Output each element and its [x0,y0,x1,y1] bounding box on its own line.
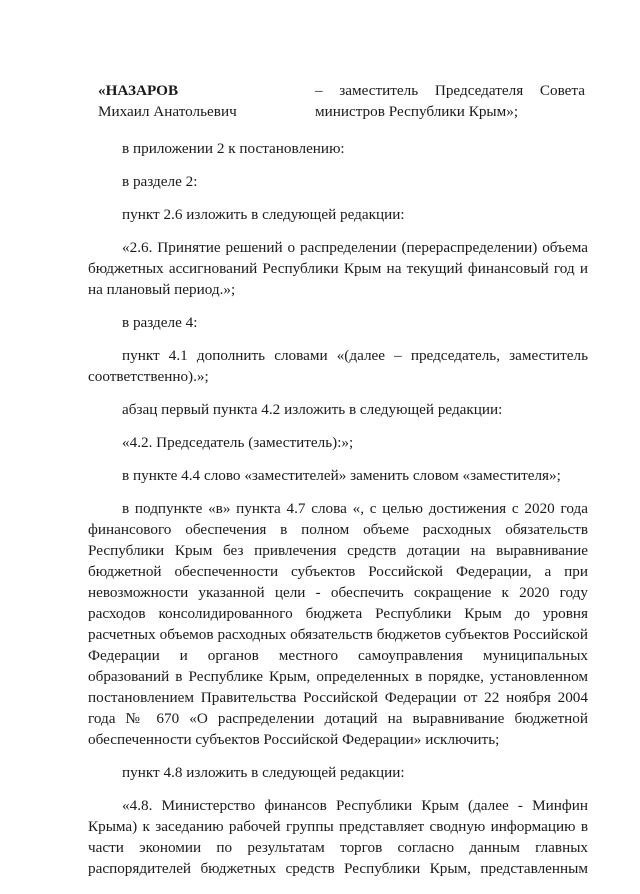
paragraph-item-4-4: в пункте 4.4 слово «заместителей» заменить словом «заместителя»; [122,467,561,484]
paragraph-section-2: в разделе 2: [122,173,198,190]
official-entry [98,80,588,128]
paragraph-item-4-2-text: «4.2. Председатель (заместитель):»; [122,434,354,451]
paragraph-item-4-7: в подпункте «в» пункта 4.7 слова «, с целью достижения с 2020 года финансового обеспечения в полном объеме расходных обязательств Республики Крым без привлечения средств дотации на выравнивание бюджетной обеспеченности субъектов Российской Федерации, а при невозможности указанной цели - обеспечить сокращение к 2020 году расходов консолидированного бюджета Республики Крым до уровня расчетных объемов расходных обязательств бюджетов субъектов Российской Федерации и органов местного самоуправления муниципальных образований в Республике Крым, определенных в порядке, установленном постановлением Правительства Российской Федерации от 22 ноября 2004 года № 670 «О распределении дотаций на выравнивание бюджетной обеспеченности субъектов Российской Федерации» исключить; [88,500,588,748]
paragraph-item-2-6: пункт 2.6 изложить в следующей редакции: [122,206,405,223]
paragraph-item-4-8: пункт 4.8 изложить в следующей редакции: [122,764,405,781]
official-surname: «НАЗАРОВ [98,82,179,99]
paragraph-section-4: в разделе 4: [122,314,198,331]
official-name [98,80,308,122]
paragraph-item-4-8-text: «4.8. Министерство финансов Республики Крым (далее - Минфин Крыма) к заседанию рабочей группы представляет сводную информацию в части экономии по результатам торгов согласно данным главных распорядителей бюджетных средств Республики Крым, представленным [88,797,588,877]
paragraph-item-2-6-text: «2.6. Принятие решений о распределении (перераспределении) объема бюджетных ассигнований Республики Крым на текущий финансовый год и на плановый период.»; [88,239,588,298]
paragraph-item-4-1: пункт 4.1 дополнить словами «(далее – председатель, заместитель соответственно).»; [88,347,588,385]
paragraph-appendix-2: в приложении 2 к постановлению: [122,140,345,157]
official-role: – заместитель Председателя Совета министров Республики Крым»; [315,82,585,120]
official-given-names: Михаил Анатольевич [98,103,237,120]
document-body [88,138,588,891]
paragraph-item-4-2: абзац первый пункта 4.2 изложить в следующей редакции: [122,401,503,418]
